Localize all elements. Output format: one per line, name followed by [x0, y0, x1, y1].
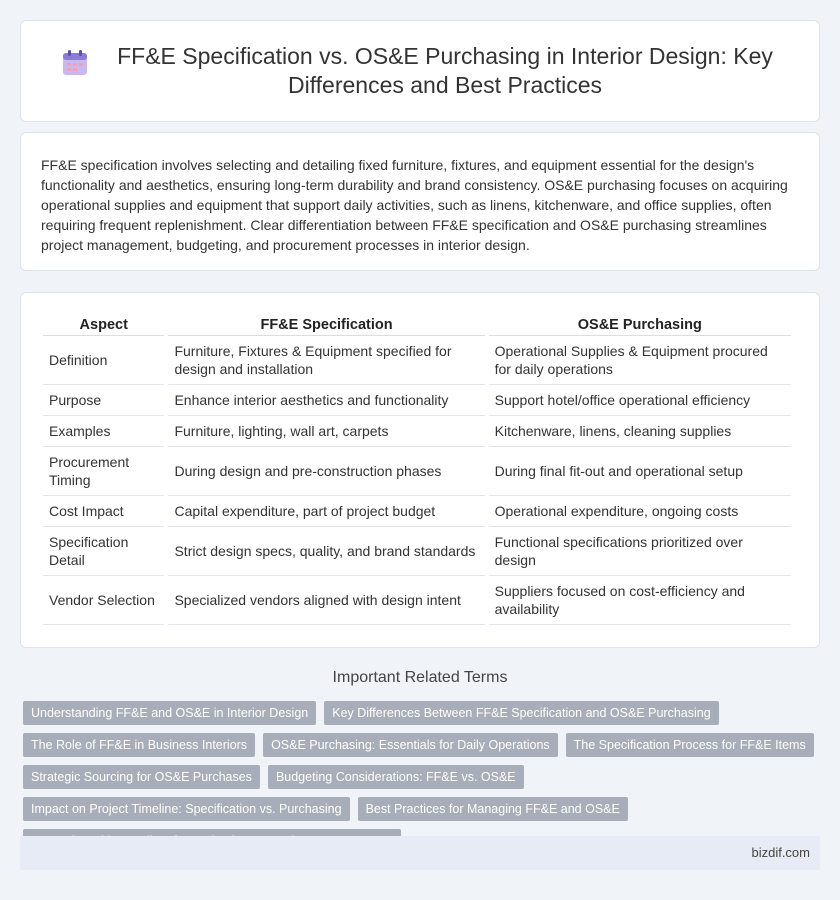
cell-aspect: Purpose — [43, 385, 164, 416]
cell-ose: During final fit-out and operational setup — [489, 447, 791, 496]
cell-aspect: Procurement Timing — [43, 447, 164, 496]
intro-card — [20, 132, 820, 271]
cell-ose: Support hotel/office operational efficiency — [489, 385, 791, 416]
cell-ffe: Enhance interior aesthetics and functionality — [168, 385, 484, 416]
footer — [20, 836, 820, 870]
related-tag[interactable]: The Role of FF&E in Business Interiors — [23, 733, 255, 757]
related-terms-title: Important Related Terms — [332, 669, 508, 686]
cell-aspect: Cost Impact — [43, 496, 164, 527]
table-row — [43, 527, 791, 576]
related-tags — [23, 701, 823, 853]
header-ose: OS&E Purchasing — [489, 313, 791, 336]
related-tag[interactable]: OS&E Purchasing: Essentials for Daily Operations — [263, 733, 558, 757]
intro-paragraph: FF&E specification involves selecting and detailing fixed furniture, fixtures, and equipment essential for the design's functionality and aesthetics, ensuring long-term durability and brand consistency. OS&E purchasing focuses on acquiring operational supplies and equipment that support daily activities, such as linens, kitchenware, and office supplies, often requiring frequent replenishment. Clear differentiation between FF&E specification and OS&E purchasing streamlines project management, budgeting, and procurement processes in interior design. — [41, 157, 788, 253]
cell-ffe: Furniture, lighting, wall art, carpets — [168, 416, 484, 447]
cell-ose: Functional specifications prioritized over design — [489, 527, 791, 576]
footer-site-link[interactable]: bizdif.com — [751, 845, 810, 860]
related-tag[interactable]: Best Practices for Managing FF&E and OS&E — [358, 797, 628, 821]
cell-aspect: Vendor Selection — [43, 576, 164, 625]
related-tag[interactable]: Understanding FF&E and OS&E in Interior Design — [23, 701, 316, 725]
header-ffe: FF&E Specification — [168, 313, 484, 336]
cell-ose: Kitchenware, linens, cleaning supplies — [489, 416, 791, 447]
related-tag[interactable]: The Specification Process for FF&E Items — [566, 733, 814, 757]
cell-aspect: Examples — [43, 416, 164, 447]
table-row — [43, 447, 791, 496]
title-wrap — [60, 42, 780, 100]
calendar-icon — [60, 48, 90, 78]
header-card — [20, 20, 820, 122]
cell-ffe: Furniture, Fixtures & Equipment specified for design and installation — [168, 336, 484, 385]
related-tag[interactable]: Budgeting Considerations: FF&E vs. OS&E — [268, 765, 524, 789]
comparison-card — [20, 292, 820, 648]
table-row — [43, 576, 791, 625]
cell-ffe: During design and pre-construction phases — [168, 447, 484, 496]
table-row — [43, 385, 791, 416]
table-row — [43, 336, 791, 385]
table-row — [43, 416, 791, 447]
cell-ffe: Capital expenditure, part of project budget — [168, 496, 484, 527]
header-aspect: Aspect — [43, 313, 164, 336]
cell-ose: Operational Supplies & Equipment procured for daily operations — [489, 336, 791, 385]
cell-ffe: Strict design specs, quality, and brand standards — [168, 527, 484, 576]
cell-aspect: Definition — [43, 336, 164, 385]
related-tag[interactable]: Strategic Sourcing for OS&E Purchases — [23, 765, 260, 789]
cell-ffe: Specialized vendors aligned with design intent — [168, 576, 484, 625]
table-header-row — [43, 313, 791, 336]
comparison-table — [39, 313, 795, 625]
related-tag[interactable]: Impact on Project Timeline: Specification vs. Purchasing — [23, 797, 350, 821]
cell-aspect: Specification Detail — [43, 527, 164, 576]
table-row — [43, 496, 791, 527]
cell-ose: Operational expenditure, ongoing costs — [489, 496, 791, 527]
cell-ose: Suppliers focused on cost-efficiency and availability — [489, 576, 791, 625]
related-tag[interactable]: Key Differences Between FF&E Specification and OS&E Purchasing — [324, 701, 718, 725]
page-title: FF&E Specification vs. OS&E Purchasing in Interior Design: Key Differences and Best Practices — [117, 43, 773, 98]
